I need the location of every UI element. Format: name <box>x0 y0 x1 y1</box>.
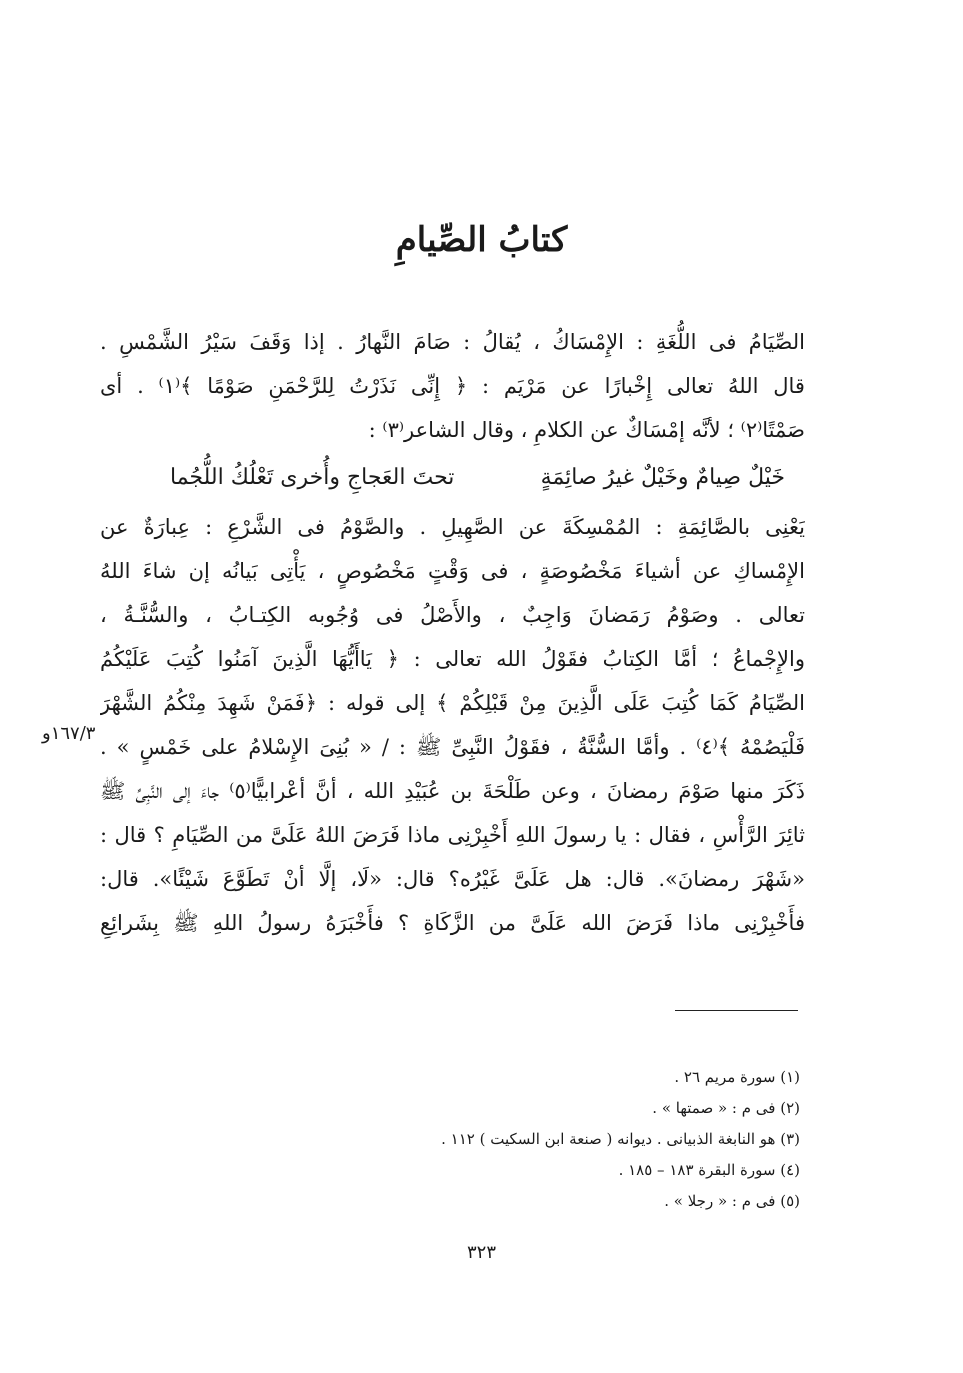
chapter-title: كتابُ الصِّيامِ <box>395 220 568 260</box>
footnote-separator <box>675 1010 798 1011</box>
main-text-part2 <box>100 505 805 945</box>
second-hemistich: تحتَ العَجاجِ وأُخرى تَعْلُكُ اللُّجُما <box>170 464 455 490</box>
footnote: (٤) سورة البقرة ١٨٣ – ١٨٥ . <box>618 1161 800 1179</box>
page-number: ٣٢٣ <box>466 1242 496 1263</box>
text-line: الصِّيَامُ فى اللُّغَةِ : الإِمْسَاكُ ، يُقالُ : صَامَ النَّهارُ . إذا وَقَفَ سَيْرُ الشَّمْسِ . <box>100 330 805 354</box>
text-line: يَعْنِى بالصَّائِمَةِ : المُمْسِكَةَ عن الصَّهِيلِ . والصَّوْمُ فى الشَّرْعِ : عِبارَةٌ عن <box>100 515 805 539</box>
text-line: فأَخْبِرْنِى ماذا فَرَضَ الله عَلَىَّ من الزَّكَاةِ ؟ فأَخْبَرَهُ رسولُ اللهِ ﷺ بِشَرائِعِ <box>100 911 805 935</box>
footnote: (٥) فى م : « رجلا » . <box>664 1192 800 1210</box>
text-line: ثائِرَ الرَّأْسِ ، فقال : يا رسولَ اللهِ أَخْبِرْنِى ماذا فَرَضَ اللهُ عَلَىَّ من الصِّيَامِ ؟ قال : <box>100 823 805 847</box>
poetry-verse <box>170 452 785 502</box>
text-line: قال اللهُ تعالى إِخْبارًا عن مَرْيَم : ﴿ إِنِّى نَذَرْتُ لِلرَّحْمَنِ صَوْمًا ﴾⁽١⁾ . أى <box>100 374 805 398</box>
footnotes <box>300 1062 800 1217</box>
footnote: (٣) هو النابغة الذبيانى . ديوانه ( صنعة ابن السكيت ) ١١٢ . <box>441 1130 800 1148</box>
text-line: فَلْيَصُمْهُ ﴾⁽٤⁾ . وأمَّا السُّنَّةُ ، فقَوْلُ النَّبِىِّ ﷺ : / « بُنِىَ الإِسْلامُ على خَمْسٍ » . <box>100 735 805 759</box>
text-line: والإِجْماعُ ؛ أمَّا الكِتابُ فقَوْلُ الله تعالى : ﴿ يَاأَيُّهَا الَّذِينَ آمَنُوا كُتِبَ عَلَيْكُمُ <box>100 647 805 671</box>
text-line: «شَهْرَ رمضانَ». قال: هل عَلَىَّ غَيْرُه؟ قال: «لَا، إلَّا أنْ تَطَوَّعَ شَيْئًا». قال: <box>100 867 805 891</box>
text-line: ذَكَرَ منها صَوْمَ رمضانَ ، وعن طَلْحَةَ بن عُبَيْدِ الله ، أنَّ أعْرابيًّا⁽٥⁾ جاءَ إلى النَّبِىِّ ﷺ <box>100 779 805 803</box>
text-line: الصِّيَامُ كَمَا كُتِبَ عَلَى الَّذِينَ مِنْ قَبْلِكُمْ ﴾ إلى قوله : ﴿فَمَنْ شَهِدَ مِنْكُمُ الشَّهْرَ <box>100 691 805 715</box>
footnote: (٢) فى م : « صمتها » . <box>652 1099 800 1117</box>
text-line: صَمْتًا⁽٢⁾ ؛ لأنَّه إمْسَاكٌ عن الكلامِ ، وقال الشاعر⁽٣⁾ : <box>368 418 805 442</box>
main-text-part1 <box>100 320 805 452</box>
text-line: تعالى . وصَوْمُ رَمَضانَ وَاجِبٌ ، والأَصْلُ فى وُجُوبه الكِتـابُ ، والسُّنَّـةُ ، <box>100 603 805 627</box>
first-hemistich: خَيْلٌ صِيامٌ وخَيْلٌ غيرُ صائِمَةٍ <box>540 464 785 490</box>
text-line: الإِمْساكِ عن أشياءَ مَخْصُوصَةٍ ، فى وَقْتٍ مَخْصُوصٍ ، يَأْتِى بَيانُه إن شاءَ اللهُ <box>100 559 805 583</box>
footnote: (١) سورة مريم ٢٦ . <box>674 1068 800 1086</box>
margin-reference: ١٦٧/٣و <box>42 723 96 744</box>
